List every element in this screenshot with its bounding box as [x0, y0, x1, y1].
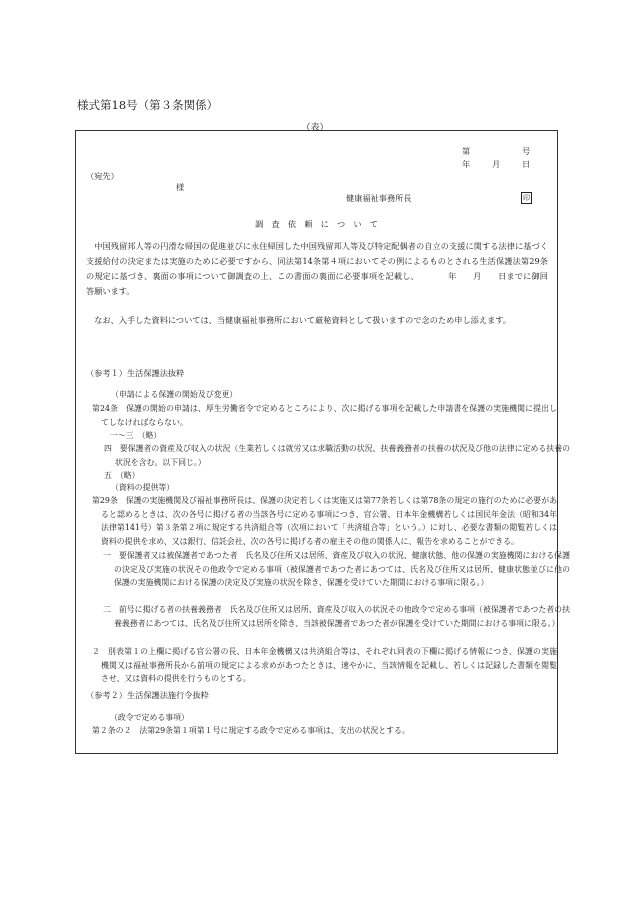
reference-1-title: （参考１）生活保護法抜粋: [86, 368, 185, 378]
request-body-paragraph-1: 中国残留邦人等の円滑な帰国の促進並びに永住帰国した中国残留邦人等及び特定配偶者の自立の支援に関する法律に基づく支援給付の決定または実施のために必要ですから、同法第14条第４項においてその例によるものとされる生活保護法第29条の規定に基づき、裏面の事項について御調査の上、この書面の裏面に必要事項を記載し、 年 月 日までに御回答願います。: [86, 241, 548, 296]
request-body-paragraph-2: なお、入手した資料については、当健康福祉事務所において厳秘資料として扱いますので念のため申し添えます。: [86, 315, 511, 325]
date-year: 年: [462, 159, 471, 169]
addressee-label: （宛先）: [86, 171, 119, 181]
seal-icon: 印: [523, 194, 530, 202]
article-24: 第24条 保護の開始の申請は、厚生労働省令で定めるところにより、次に掲げる事項を記載した申請書を保護の実施機関に提出してしなければならない。: [92, 404, 557, 427]
number-label: 第: [462, 146, 471, 156]
reference-1-caption-2: （資料の提供等）: [111, 483, 175, 492]
date-day: 日: [522, 159, 531, 169]
article-29-item-2: 二 前号に掲げる者の扶養義務者 氏名及び住所又は居所、資産及び収入の状況その他政令で定める事項（被保護者であつた者の扶養義務者にあつては、氏名及び住所又は居所を除き、当該被保護者であつた者が保護を受けていた期間における事項に限る。）: [103, 605, 570, 628]
date-month: 月: [492, 159, 501, 169]
form-number: 様式第18号（第３条関係）: [77, 98, 219, 112]
sheet-side-label: （表）: [301, 123, 329, 133]
article-29-paragraph-2: ２ 別表第１の上欄に掲げる官公署の長、日本年金機構又は共済組合等は、それぞれ同表の下欄に掲げる情報につき、保護の実施機関又は福祉事務所長から前項の規定による求めがあつたときは、速やかに、当該情報を記載し、若しくは記録した書類を閲覧させ、又は資料の提供を行うものとする。: [92, 647, 557, 684]
addressee-honorific: 様: [176, 182, 185, 192]
reference-1-caption-1: （申請による保護の開始及び変更）: [111, 390, 238, 399]
sender-title: 健康福祉事務所長: [346, 193, 412, 203]
article-29: 第29条 保護の実施機関及び福祉事務所長は、保護の決定若しくは実施又は第77条若しくは第78条の規定の施行のために必要があると認めるときは、次の各号に掲げる者の当該各号に定める事項につき、官公署、日本年金機構若しくは国民年金法（昭和34年法律第141号）第３条第２項に規定する共済組合等（次項において「共済組合等」という。）に対し、必要な書類の閲覧若しくは資料の提供を求め、又は銀行、信託会社、次の各号に掲げる者の雇主その他の関係人に、報告を求めることができる。: [92, 496, 557, 547]
document-title: 調 査 依 頼 に つ い て: [255, 219, 378, 229]
article-24-item-5: 五 （略）: [104, 471, 140, 480]
ordinance-article-2-2: 第２条の２ 法第29条第１項第１号に規定する政令で定める事項は、支出の状況とする。: [92, 726, 410, 735]
article-24-items-1-3: 一～三 （略）: [110, 431, 162, 440]
article-24-item-4: 四 要保護者の資産及び収入の状況（生業若しくは就労又は求職活動の状況、扶養義務者の扶養の状況及び他の法律に定める扶養の状況を含む。以下同じ。）: [104, 444, 570, 467]
reference-2-title: （参考２）生活保護法施行令抜粋: [86, 690, 209, 700]
article-29-item-1: 一 要保護者又は被保護者であつた者 氏名及び住所又は居所、資産及び収入の状況、健康状態、他の保護の実施機関における保護の決定及び実施の状況その他政令で定める事項（被保護者であつた者にあつては、氏名及び住所又は居所、健康状態並びに他の保護の実施機関における保護の決定及び実施の状況を除き、保護を受けていた期間における事項に限る。）: [103, 551, 570, 588]
reference-2-caption: （政令で定める事項）: [110, 713, 189, 722]
number-suffix: 号: [522, 146, 531, 156]
